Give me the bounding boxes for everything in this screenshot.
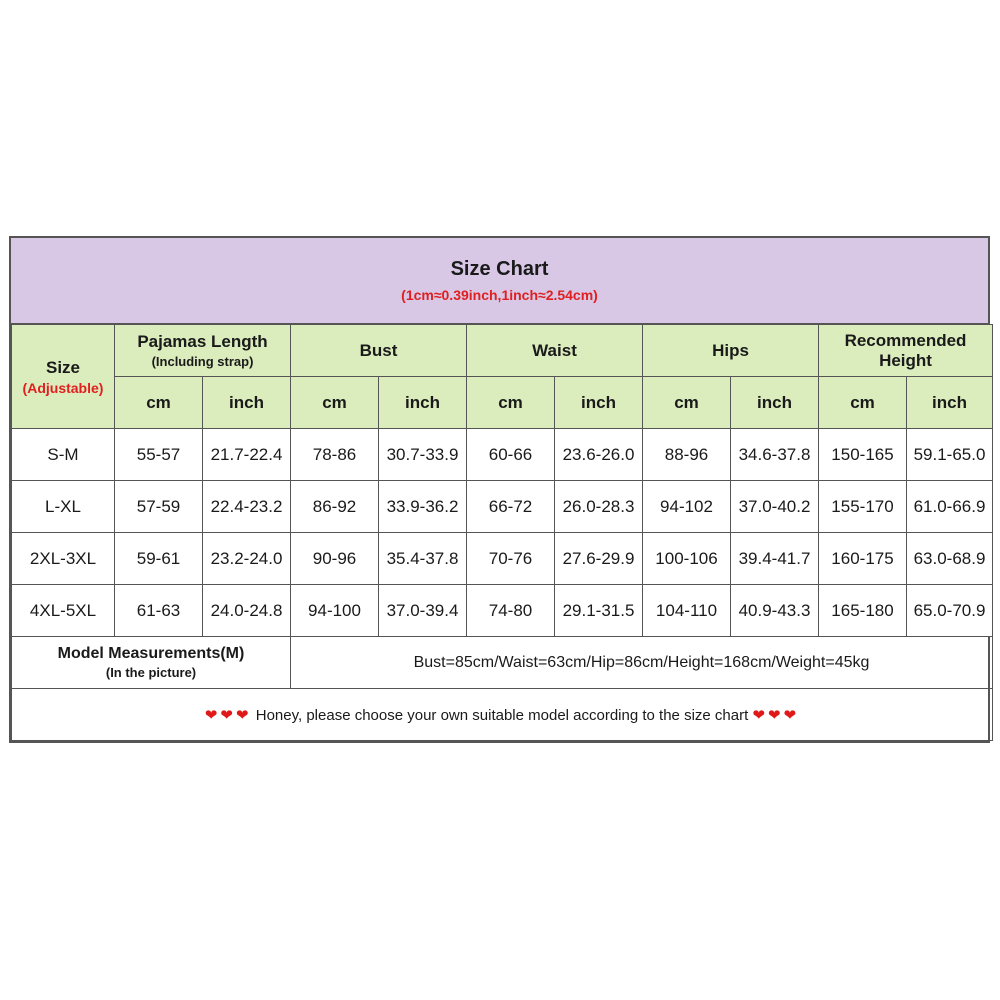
- measurement-cell: 94-102: [643, 481, 731, 533]
- model-measurements-label: [12, 637, 291, 689]
- conversion-note: (1cm≈0.39inch,1inch≈2.54cm): [401, 287, 598, 303]
- measurement-cell: 37.0-40.2: [731, 481, 819, 533]
- size-header-label: Size: [45, 357, 81, 377]
- model-label-text: Model Measurements(M): [57, 645, 245, 662]
- measurement-cell: 26.0-28.3: [555, 481, 643, 533]
- measurement-cell: 60-66: [467, 429, 555, 481]
- size-adjustable-note: (Adjustable): [22, 379, 104, 396]
- chart-title: Size Chart: [450, 258, 549, 280]
- heart-icon: ❤❤❤: [204, 706, 252, 724]
- measurement-cell: 27.6-29.9: [555, 533, 643, 585]
- measurement-cell: 94-100: [291, 585, 379, 637]
- unit-inch: inch: [907, 377, 993, 429]
- measurement-cell: 21.7-22.4: [203, 429, 291, 481]
- measurement-cell: 37.0-39.4: [379, 585, 467, 637]
- unit-cm: cm: [291, 377, 379, 429]
- unit-cm: cm: [643, 377, 731, 429]
- table-row: [12, 429, 993, 481]
- unit-inch: inch: [379, 377, 467, 429]
- pajamas-length-header: [115, 325, 291, 377]
- model-label-note: (In the picture): [105, 665, 197, 680]
- pajamas-length-label: Pajamas Length: [137, 332, 268, 351]
- measurement-cell: 61.0-66.9: [907, 481, 993, 533]
- size-header: [12, 325, 115, 429]
- measurement-cell: 61-63: [115, 585, 203, 637]
- pajamas-length-note: (Including strap): [151, 354, 254, 369]
- measurement-cell: 33.9-36.2: [379, 481, 467, 533]
- measurement-cell: 63.0-68.9: [907, 533, 993, 585]
- size-advice-note: [12, 689, 993, 741]
- measurement-cell: 23.2-24.0: [203, 533, 291, 585]
- height-header: Recommended Height: [819, 325, 993, 377]
- measurement-cell: 29.1-31.5: [555, 585, 643, 637]
- title-banner: [11, 238, 988, 324]
- size-cell: L-XL: [12, 481, 115, 533]
- measurement-cell: 23.6-26.0: [555, 429, 643, 481]
- measurement-cell: 86-92: [291, 481, 379, 533]
- heart-icon: ❤❤❤: [752, 706, 800, 724]
- measurement-cell: 165-180: [819, 585, 907, 637]
- measurement-cell: 55-57: [115, 429, 203, 481]
- measurement-cell: 35.4-37.8: [379, 533, 467, 585]
- measurement-cell: 78-86: [291, 429, 379, 481]
- measurement-cell: 90-96: [291, 533, 379, 585]
- bust-header: Bust: [291, 325, 467, 377]
- measurement-cell: 59.1-65.0: [907, 429, 993, 481]
- measurement-cell: 66-72: [467, 481, 555, 533]
- measurement-cell: 34.6-37.8: [731, 429, 819, 481]
- table-row: [12, 481, 993, 533]
- measurement-cell: 155-170: [819, 481, 907, 533]
- unit-cm: cm: [467, 377, 555, 429]
- hips-header: Hips: [643, 325, 819, 377]
- size-table: [11, 324, 993, 741]
- size-cell: S-M: [12, 429, 115, 481]
- measurement-cell: 150-165: [819, 429, 907, 481]
- unit-inch: inch: [731, 377, 819, 429]
- unit-cm: cm: [115, 377, 203, 429]
- measurement-cell: 100-106: [643, 533, 731, 585]
- measurement-cell: 40.9-43.3: [731, 585, 819, 637]
- measurement-cell: 74-80: [467, 585, 555, 637]
- waist-header: Waist: [467, 325, 643, 377]
- measurement-cell: 24.0-24.8: [203, 585, 291, 637]
- measurement-cell: 65.0-70.9: [907, 585, 993, 637]
- measurement-cell: 59-61: [115, 533, 203, 585]
- model-measurements-value: Bust=85cm/Waist=63cm/Hip=86cm/Height=168cm/Weight=45kg: [291, 637, 993, 689]
- measurement-cell: 88-96: [643, 429, 731, 481]
- table-row: [12, 533, 993, 585]
- size-chart: [9, 236, 990, 743]
- measurement-cell: 160-175: [819, 533, 907, 585]
- measurement-cell: 30.7-33.9: [379, 429, 467, 481]
- unit-cm: cm: [819, 377, 907, 429]
- measurement-cell: 70-76: [467, 533, 555, 585]
- measurement-cell: 22.4-23.2: [203, 481, 291, 533]
- unit-inch: inch: [203, 377, 291, 429]
- advice-text: Honey, please choose your own suitable model according to the size chart: [255, 706, 749, 724]
- size-cell: 2XL-3XL: [12, 533, 115, 585]
- measurement-cell: 104-110: [643, 585, 731, 637]
- measurement-cell: 57-59: [115, 481, 203, 533]
- table-row: [12, 585, 993, 637]
- measurement-cell: 39.4-41.7: [731, 533, 819, 585]
- size-cell: 4XL-5XL: [12, 585, 115, 637]
- unit-inch: inch: [555, 377, 643, 429]
